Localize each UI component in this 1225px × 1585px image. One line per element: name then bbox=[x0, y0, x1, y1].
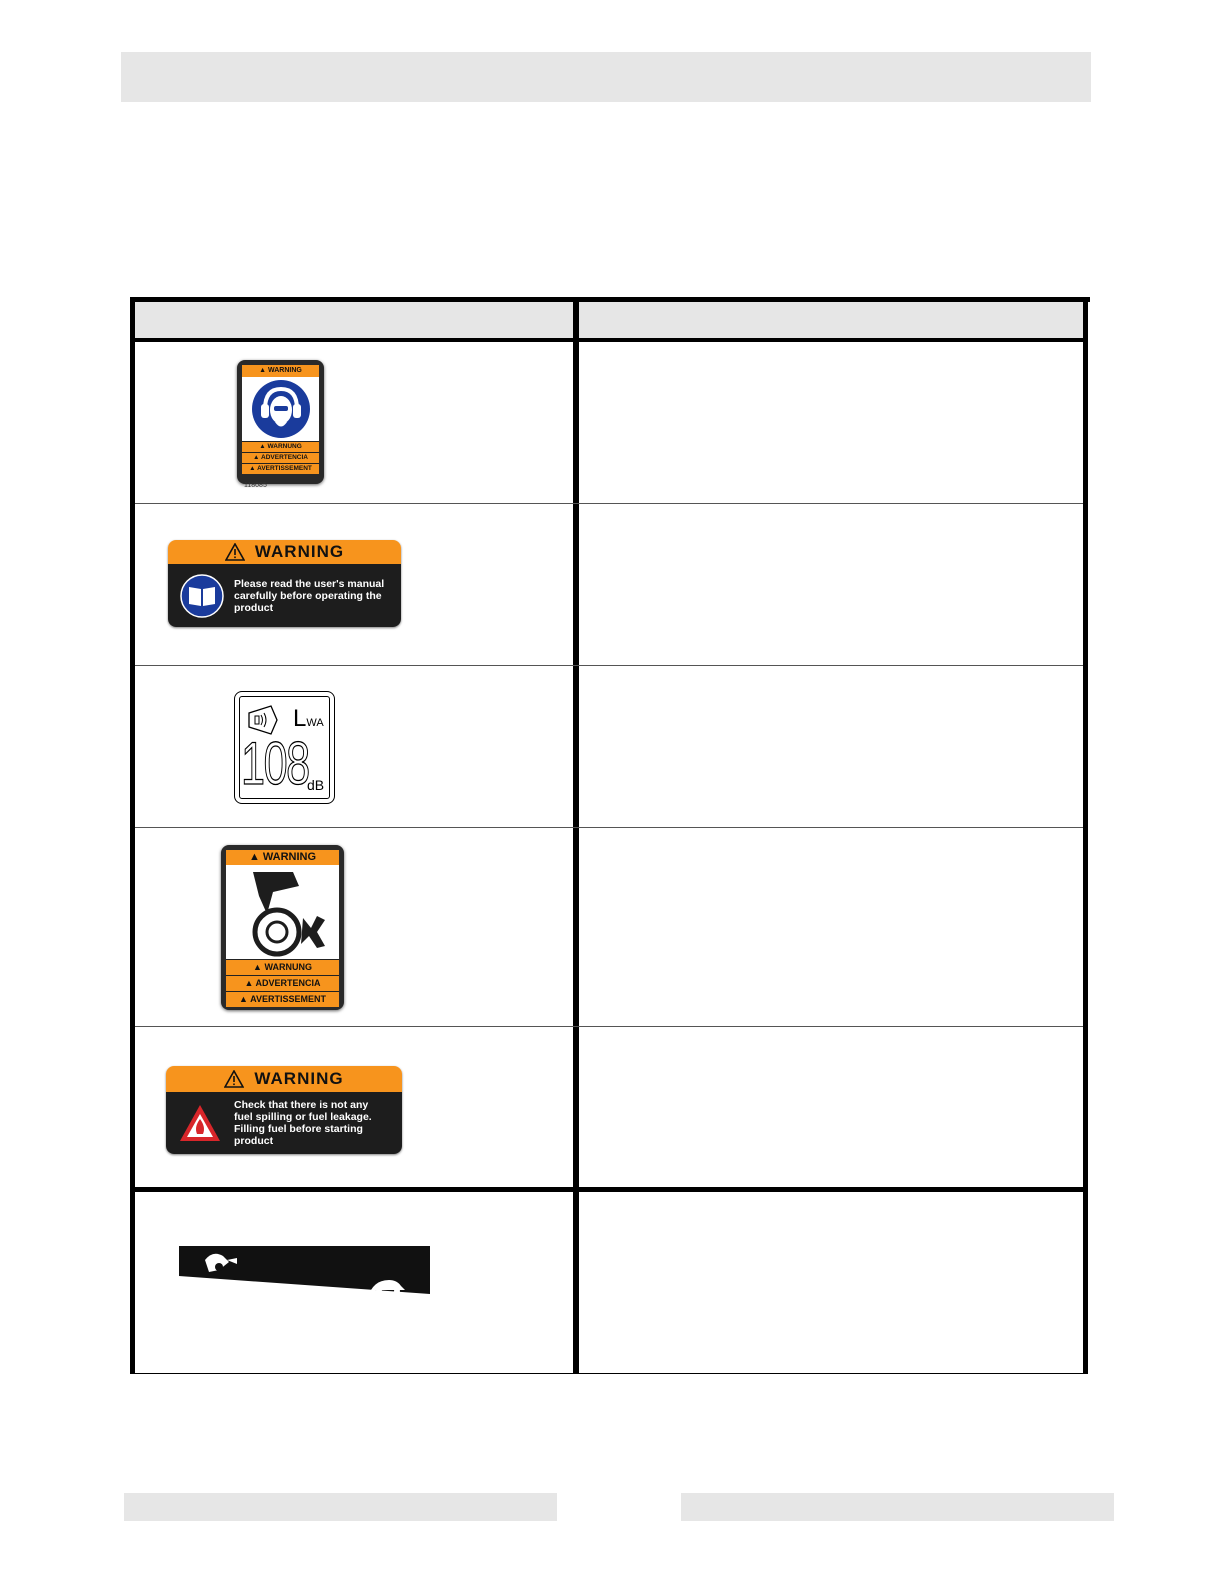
thrown-objects-decal bbox=[179, 1246, 430, 1303]
fuel-spill-decal bbox=[166, 1066, 402, 1154]
row-divider bbox=[135, 665, 1083, 666]
decal-header-text: WARNING bbox=[254, 1069, 344, 1088]
flammable-icon bbox=[178, 1103, 222, 1143]
decal-table bbox=[130, 297, 1096, 1377]
footer-bar-right bbox=[681, 1493, 1114, 1521]
sound-unit: dB bbox=[307, 777, 325, 793]
decal-text: Please read the user's manual carefully before operating the product bbox=[234, 577, 385, 614]
last-row-divider bbox=[130, 1187, 1088, 1192]
decal-header-text: WARNING bbox=[262, 851, 317, 863]
decal-header-text: WARNING bbox=[268, 367, 302, 374]
thrown-objects-distance-icon bbox=[179, 1246, 430, 1303]
decal-language-line: ▲ WARNUNG bbox=[226, 959, 339, 975]
rotating-parts-decal bbox=[221, 845, 344, 1010]
warning-triangle-icon: ▲ bbox=[248, 851, 260, 863]
footer-bar-left bbox=[124, 1493, 557, 1521]
row-divider bbox=[135, 827, 1083, 828]
decal-language-line: ▲ ADVERTENCIA bbox=[226, 975, 339, 991]
header-cell-image bbox=[135, 302, 573, 338]
decal-header bbox=[242, 365, 319, 377]
decal-language-line: ▲ AVERTISSEMENT bbox=[226, 991, 339, 1007]
manual-book-icon bbox=[180, 574, 224, 618]
header-bar bbox=[121, 52, 1091, 102]
row-divider bbox=[135, 503, 1083, 504]
decal-pictogram bbox=[242, 377, 319, 441]
row-divider bbox=[135, 1373, 1088, 1374]
part-number: 118085 bbox=[244, 482, 267, 489]
sound-symbol: LWA bbox=[293, 705, 324, 732]
decal-header bbox=[226, 850, 339, 865]
read-manual-decal bbox=[168, 540, 401, 627]
decal-language-line: ▲ ADVERTENCIA bbox=[242, 452, 319, 463]
sound-value: 108 bbox=[241, 730, 309, 797]
warning-triangle-icon: ▲ bbox=[259, 367, 267, 374]
decal-body bbox=[166, 1092, 402, 1154]
table-border-left bbox=[130, 297, 135, 1374]
decal-body bbox=[168, 564, 401, 627]
decal-header bbox=[166, 1066, 402, 1092]
table-border-right bbox=[1083, 297, 1088, 1374]
row-divider bbox=[135, 1026, 1083, 1027]
decal-language-line: ▲ AVERTISSEMENT bbox=[242, 463, 319, 474]
header-cell-description bbox=[579, 302, 1083, 338]
header-row-divider bbox=[130, 338, 1088, 342]
decal-text: Check that there is not any fuel spilling or fuel leakage. Filling fuel before starting product bbox=[234, 1099, 372, 1147]
entanglement-hazard-icon bbox=[233, 866, 333, 958]
warning-triangle-icon bbox=[225, 543, 245, 561]
decal-header bbox=[168, 540, 401, 564]
table-border-top bbox=[130, 297, 1090, 302]
decal-header-text: WARNING bbox=[254, 542, 345, 561]
warning-triangle-icon bbox=[224, 1070, 244, 1088]
ear-protection-icon bbox=[251, 379, 311, 439]
sound-power-decal bbox=[234, 691, 335, 804]
decal-pictogram bbox=[226, 865, 339, 959]
decal-language-line: ▲ WARNUNG bbox=[242, 441, 319, 452]
table-column-divider bbox=[573, 297, 579, 1374]
ear-protection-decal bbox=[237, 360, 324, 484]
